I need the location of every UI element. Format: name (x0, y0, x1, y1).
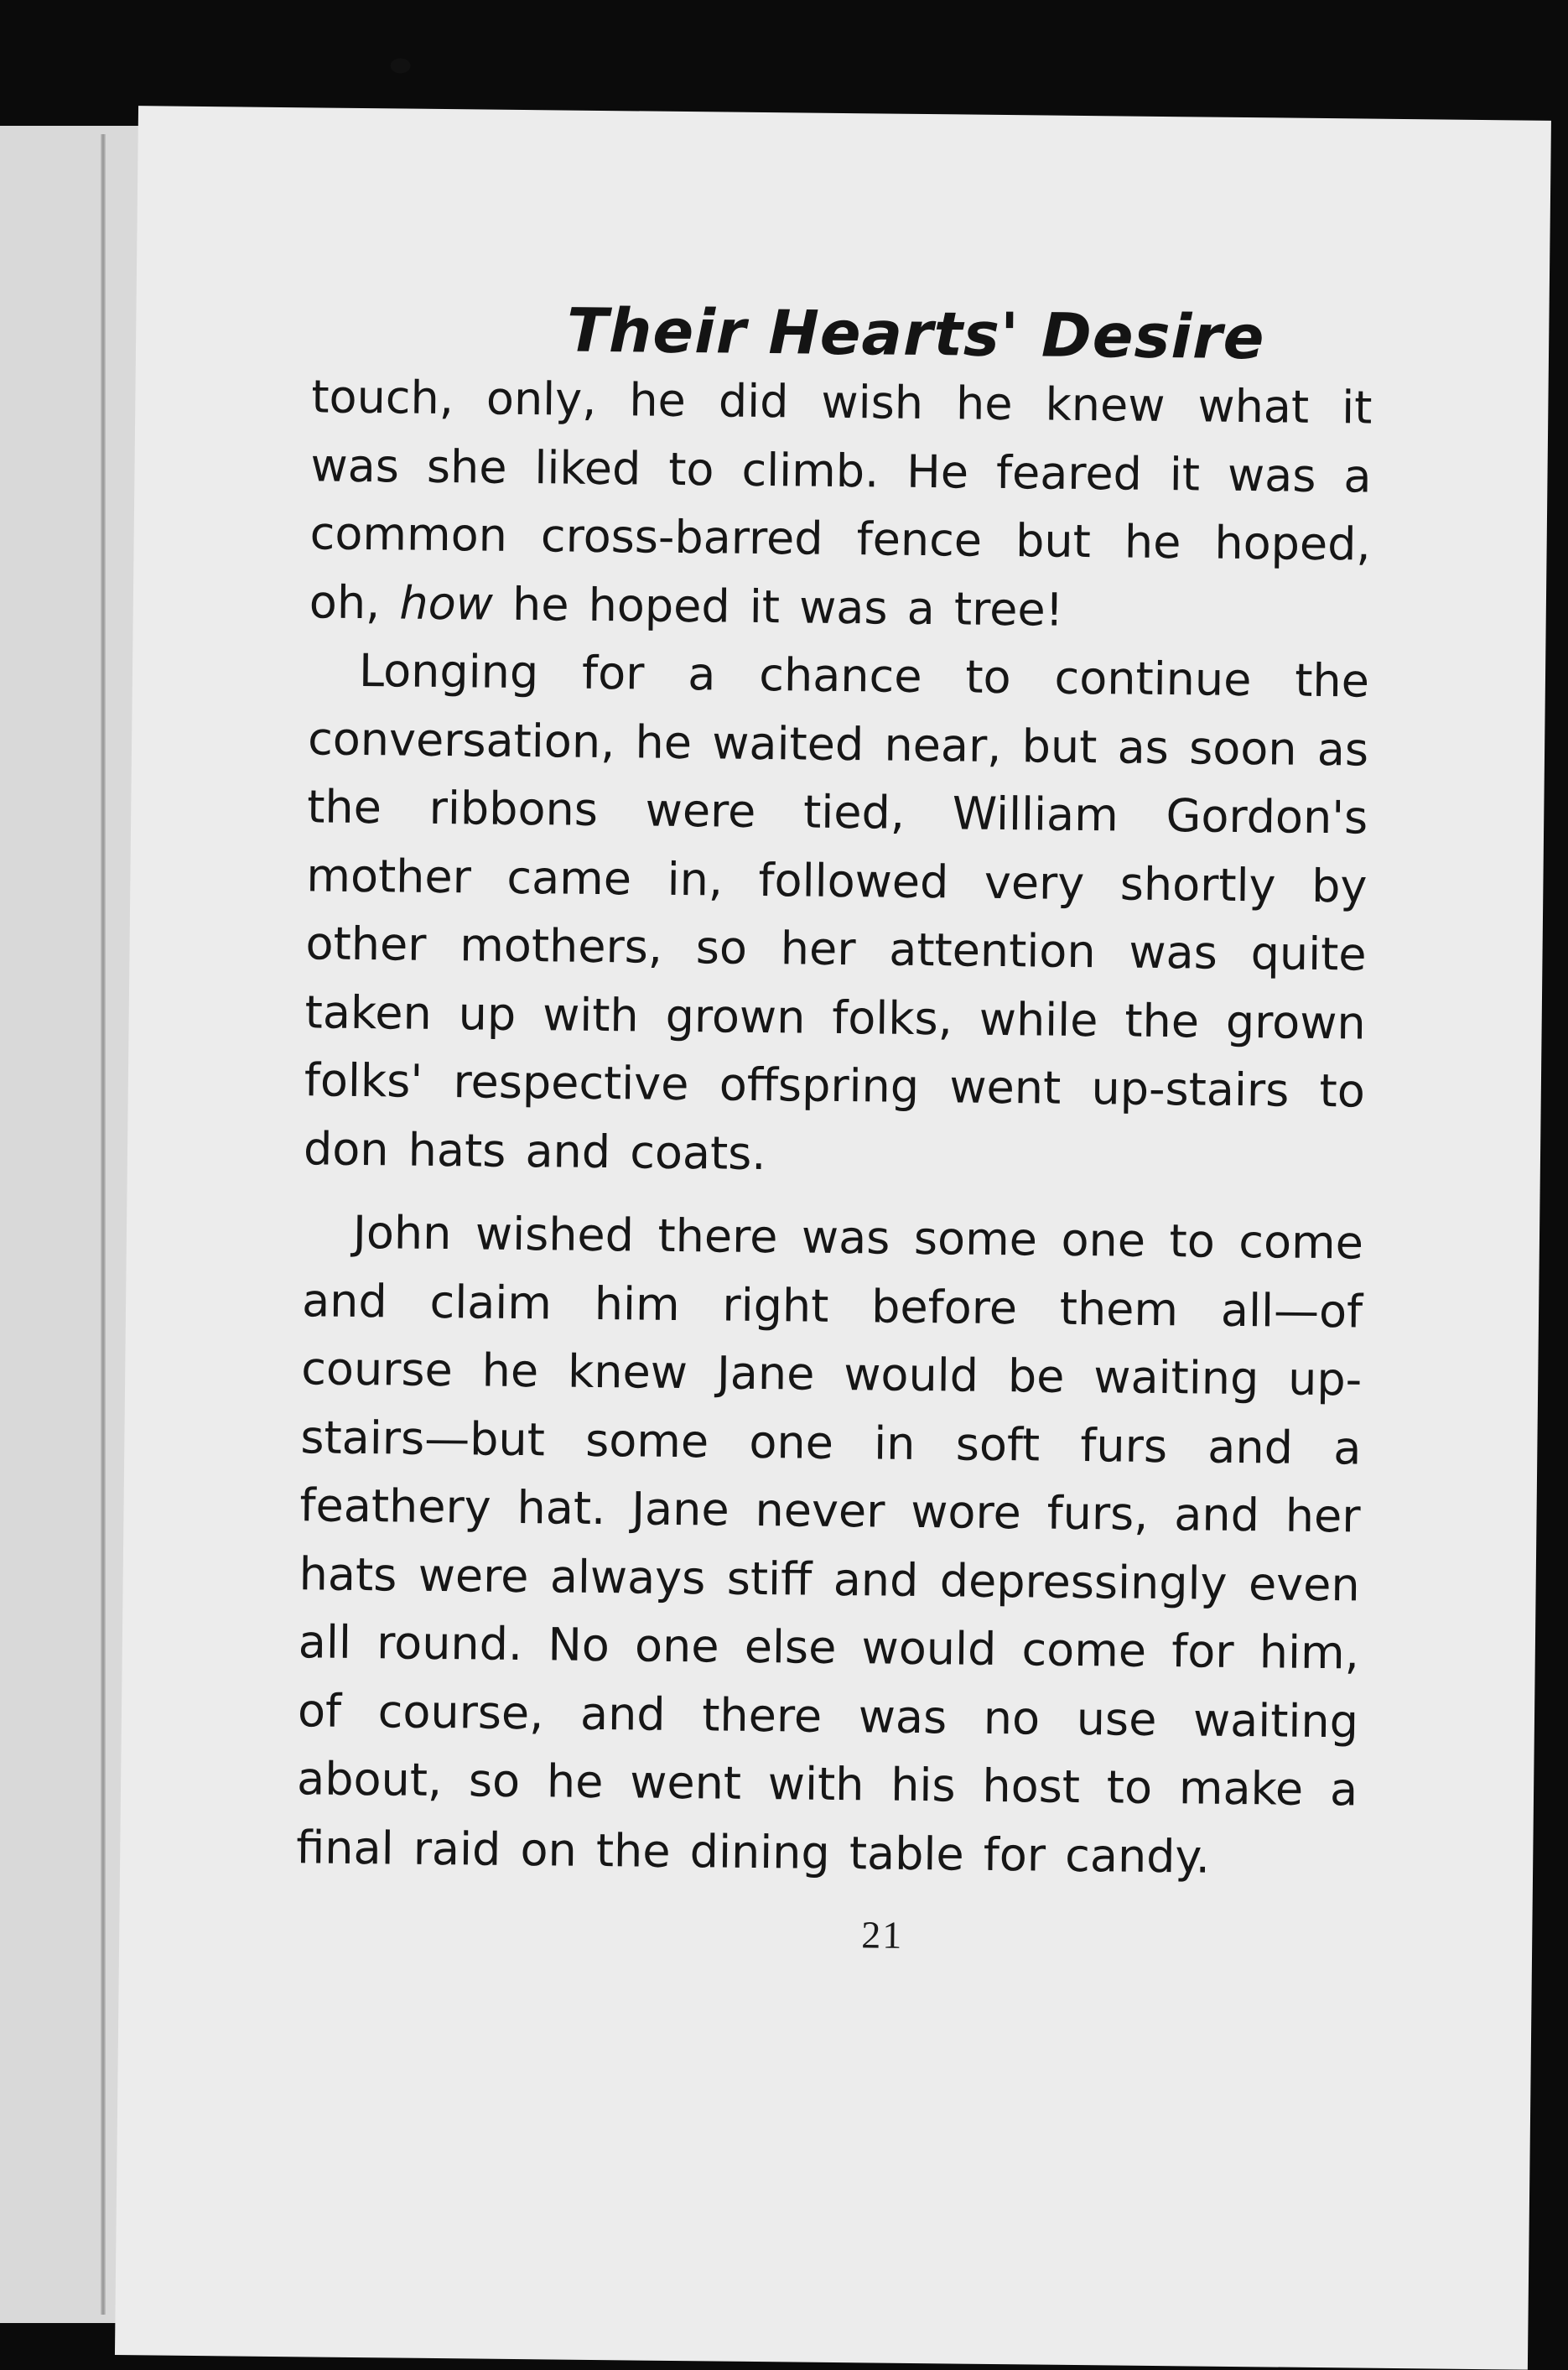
dust-speck (390, 58, 410, 73)
paragraph-2: Longing for a chance to continue the conversation, he waited near, but as soon as the ribbons were tied, William Gordon's mother came in, followed very shortly by other mothers, so her attention was quite taken up with grown folks, while the grown folks' respective offspring went up-stairs to don hats and coats. (303, 643, 1370, 1180)
running-head: Their Hearts' Desire (566, 294, 1265, 373)
page-content (295, 292, 1411, 1962)
body-text (296, 362, 1410, 1893)
page-binding-shadow (101, 134, 106, 2315)
page-number: 21 (860, 1913, 904, 1957)
paragraph-1: touch, only, he did wish he knew what it was she liked to climb. He feared it was a common cross-barred fence but he hoped, oh, how he hoped it was a tree! (309, 370, 1373, 637)
paragraph-3: John wished there was some one to come and claim him right before them all—of course he knew Jane would be waiting up-stairs—but some one in soft furs and a feathery hat. Jane never wore furs, and her hats were always stiff and depressingly even all round. No one else would come for him, of course, and there was no use waiting about, so he went with his host to make a final raid on the dining table for candy. (295, 1205, 1364, 1884)
book-page (115, 106, 1551, 2369)
emphasis-how: how (399, 575, 494, 631)
